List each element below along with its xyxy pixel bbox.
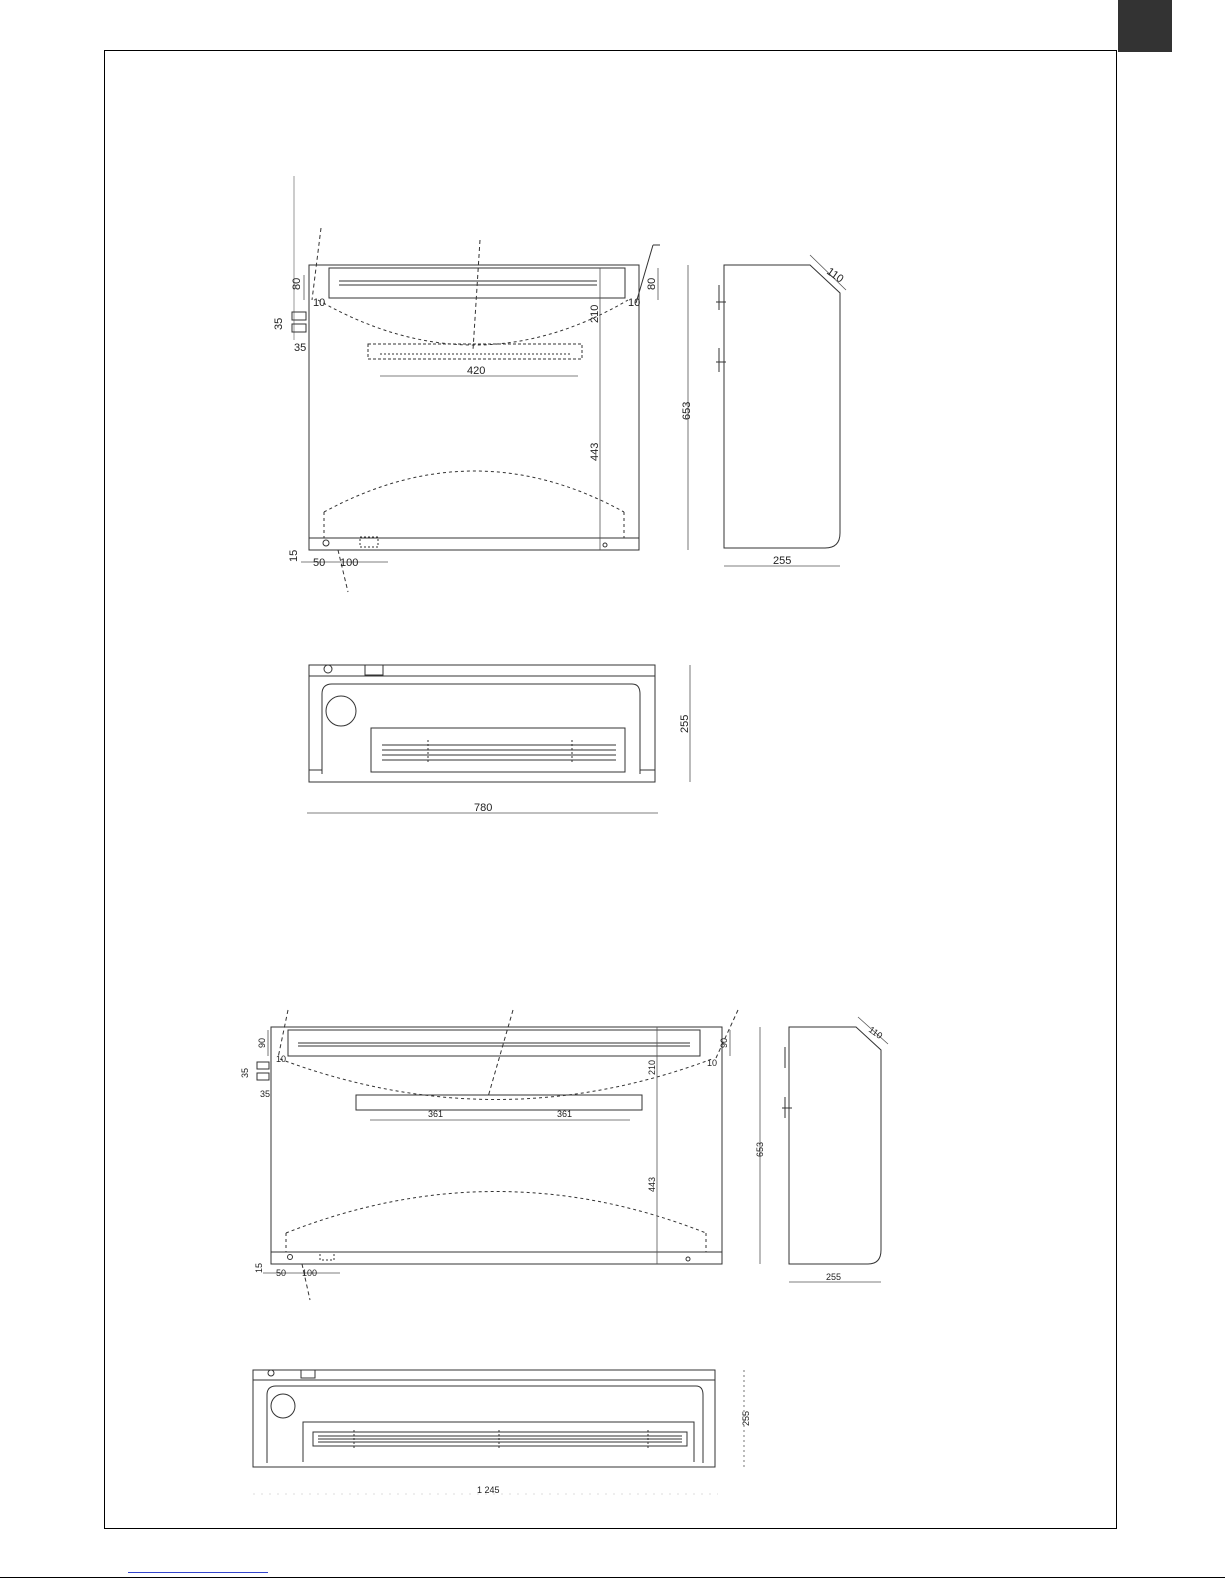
dim-label-653: 653	[681, 401, 693, 420]
large-front-wall-bracket	[356, 1095, 642, 1110]
dim-label-large-side-110: 110	[866, 1024, 885, 1041]
dim-label-side-110: 110	[824, 265, 846, 286]
small-unit-side-view	[716, 255, 846, 566]
dim-label-10-right: 10	[628, 297, 641, 309]
large-front-leader-center	[488, 1010, 513, 1097]
dim-label-420: 420	[467, 365, 486, 377]
dim-label-large-10-left: 10	[276, 1054, 287, 1064]
dim-label-large-35-a: 35	[240, 1067, 250, 1078]
small-bottom-screw	[324, 665, 332, 673]
small-unit-front-view	[292, 176, 660, 592]
small-bottom-fan-circle	[326, 696, 356, 726]
dim-label-large-210: 210	[647, 1059, 657, 1075]
dim-label-large-90-right: 90	[719, 1037, 729, 1048]
dim-label-side-255: 255	[773, 555, 792, 567]
large-unit-front-dimensions	[263, 1027, 760, 1273]
dim-label-10-left: 10	[313, 297, 326, 309]
dim-label-large-100: 100	[302, 1268, 318, 1278]
dim-label-large-653: 653	[755, 1141, 765, 1157]
dim-label-210: 210	[589, 304, 601, 323]
dim-label-large-35-b: 35	[260, 1089, 271, 1099]
small-front-wall-bracket	[368, 344, 582, 359]
small-unit-front-labels	[273, 278, 693, 569]
dim-label-35-b: 35	[294, 342, 307, 354]
footer-link-underline[interactable]	[128, 1572, 268, 1573]
small-front-leader-center	[473, 240, 480, 350]
dim-label-large-361-left: 361	[428, 1109, 444, 1119]
small-front-screw	[603, 543, 607, 547]
small-front-leader-left	[312, 228, 321, 300]
large-bottom-inner-panel	[267, 1386, 703, 1463]
large-unit-side-view	[782, 1017, 888, 1282]
large-bottom-screw	[268, 1370, 274, 1376]
dim-label-bottom-255: 255	[679, 714, 691, 733]
large-front-hook-a	[257, 1062, 269, 1069]
small-bottom-body	[309, 665, 655, 782]
dim-label-large-90-left: 90	[257, 1037, 267, 1048]
small-side-body	[724, 265, 840, 548]
large-front-pipe-box	[320, 1252, 334, 1260]
dim-label-large-10-right: 10	[707, 1058, 718, 1068]
large-front-bottom-arc	[286, 1192, 706, 1234]
small-bottom-tab	[365, 665, 383, 675]
small-unit-bottom-view	[307, 665, 690, 813]
dim-label-large-bottom-1245: 1 245	[477, 1485, 500, 1495]
large-unit-front-view	[257, 1010, 738, 1300]
large-front-leader-left	[278, 1010, 288, 1058]
large-unit-side-labels	[826, 1024, 884, 1282]
small-unit-bottom-labels	[474, 715, 691, 814]
dim-label-large-15: 15	[254, 1262, 264, 1273]
large-front-drain-hole	[288, 1255, 293, 1260]
large-front-screw	[686, 1257, 690, 1261]
dim-label-large-side-255: 255	[826, 1272, 842, 1282]
large-bottom-body	[253, 1370, 715, 1467]
dim-label-large-bottom-255: 255	[741, 1410, 751, 1426]
small-front-bottom-arc	[324, 471, 624, 512]
large-unit-bottom-view	[253, 1370, 744, 1494]
large-bottom-fan-circle	[271, 1394, 295, 1418]
dim-label-100: 100	[340, 557, 359, 569]
page-bottom-rule	[0, 1577, 1225, 1578]
dim-label-large-443: 443	[647, 1176, 657, 1192]
small-front-drain-hole	[323, 540, 329, 546]
large-unit-bottom-labels	[477, 1411, 751, 1495]
dim-label-443: 443	[589, 442, 601, 461]
dim-label-80-left: 80	[291, 277, 303, 290]
small-unit-front-dimensions	[301, 265, 688, 562]
dim-label-80-right: 80	[646, 277, 658, 290]
large-bottom-tab	[301, 1370, 315, 1378]
dim-label-large-50: 50	[276, 1268, 287, 1278]
large-side-body	[789, 1027, 881, 1264]
small-front-top-arc	[318, 300, 628, 345]
large-front-leader-right	[716, 1010, 738, 1058]
dim-label-bottom-780: 780	[474, 802, 493, 814]
dim-label-50: 50	[313, 557, 326, 569]
large-front-hook-b	[257, 1073, 269, 1080]
dim-label-15: 15	[288, 549, 300, 562]
small-unit-side-labels	[773, 266, 846, 567]
dim-label-large-361-right: 361	[557, 1109, 573, 1119]
large-unit-front-labels	[240, 1038, 765, 1278]
dim-label-35-a: 35	[273, 317, 285, 330]
